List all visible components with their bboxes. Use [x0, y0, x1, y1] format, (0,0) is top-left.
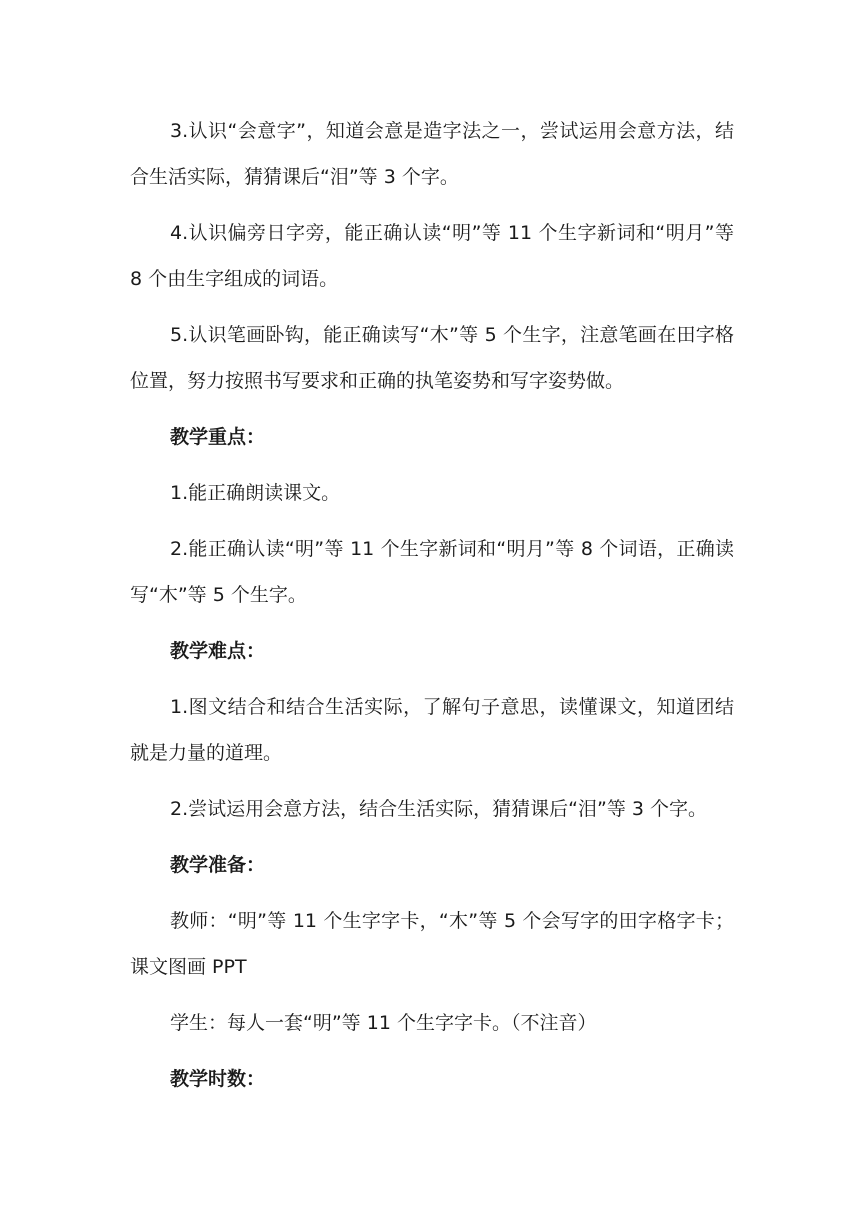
difficulty-item-2: 2.尝试运用会意方法，结合生活实际，猜猜课后“泪”等 3 个字。 [170, 798, 707, 820]
key-points-heading: 教学重点： [170, 426, 266, 448]
preparation-heading: 教学准备： [170, 854, 266, 876]
difficulty-item-1: 1.图文结合和结合生活实际，了解句子意思，读懂课文，知道团结就是力量的道理。 [130, 696, 734, 764]
difficulties-heading: 教学难点： [170, 640, 266, 662]
document-page [130, 108, 734, 1112]
key-point-item-2: 2.能正确认读“明”等 11 个生字新词和“明月”等 8 个词语，正确读写“木”等 5 个生字。 [130, 538, 734, 606]
preparation-student: 学生：每人一套“明”等 11 个生字字卡。（不注音） [170, 1012, 597, 1034]
objective-item-4: 4.认识偏旁日字旁，能正确认读“明”等 11 个生字新词和“明月”等 8 个由生字组成的词语。 [130, 222, 734, 290]
preparation-teacher: 教师：“明”等 11 个生字字卡，“木”等 5 个会写字的田字格字卡；课文图画 PPT [130, 910, 734, 978]
teaching-hours-heading: 教学时数： [170, 1068, 266, 1090]
key-point-item-1: 1.能正确朗读课文。 [170, 482, 341, 504]
objective-item-5: 5.认识笔画卧钩，能正确读写“木”等 5 个生字，注意笔画在田字格位置，努力按照书写要求和正确的执笔姿势和写字姿势做。 [130, 324, 734, 392]
objective-item-3: 3.认识“会意字”，知道会意是造字法之一，尝试运用会意方法，结合生活实际，猜猜课后“泪”等 3 个字。 [130, 120, 734, 188]
